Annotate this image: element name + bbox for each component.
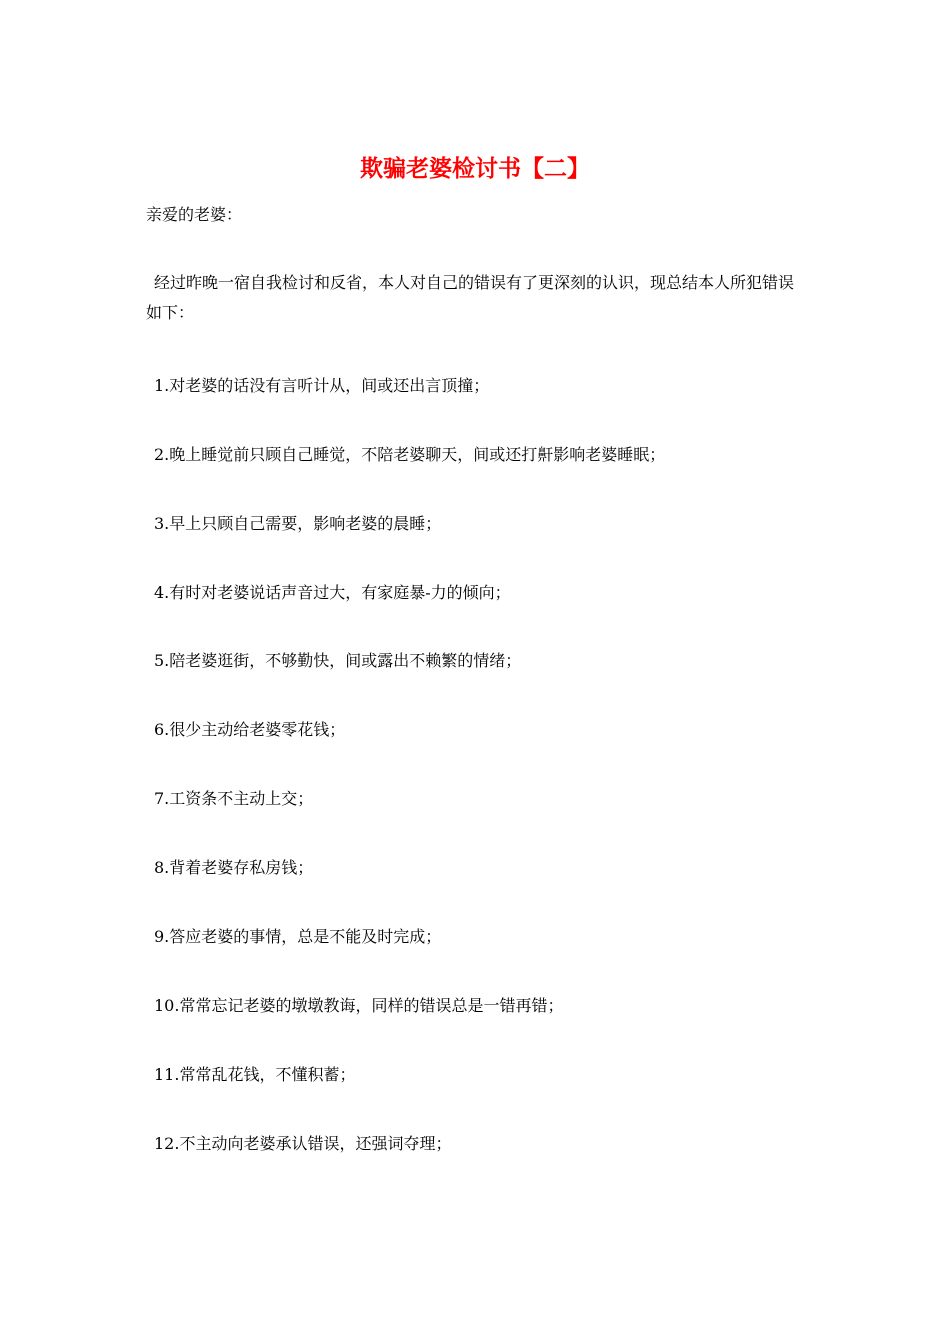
list-item: 6.很少主动给老婆零花钱； [154,720,346,739]
list-item: 1.对老婆的话没有言听计从，间或还出言顶撞； [154,376,490,395]
intro-paragraph: 经过昨晚一宿自我检讨和反省，本人对自己的错误有了更深刻的认识，现总结本人所犯错误如下： [146,273,795,322]
list-item: 7.工资条不主动上交； [154,789,314,808]
list-item: 11.常常乱花钱，不懂积蓄； [154,1065,356,1084]
list-item: 8.背着老婆存私房钱； [154,858,314,877]
list-item: 9.答应老婆的事情，总是不能及时完成； [154,927,442,946]
list-item: 3.早上只顾自己需要，影响老婆的晨睡； [154,514,442,533]
list-item: 2.晚上睡觉前只顾自己睡觉，不陪老婆聊天，间或还打鼾影响老婆睡眠； [154,445,666,464]
salutation: 亲爱的老婆： [146,205,243,224]
document-title: 欺骗老婆检讨书【二】 [360,155,590,182]
list-item: 5.陪老婆逛街，不够勤快，间或露出不赖繁的情绪； [154,651,522,670]
list-item: 4.有时对老婆说话声音过大，有家庭暴-力的倾向； [154,583,511,602]
list-item: 10.常常忘记老婆的墩墩教诲，同样的错误总是一错再错； [154,996,564,1015]
list-item: 12.不主动向老婆承认错误，还强词夺理； [154,1134,452,1153]
